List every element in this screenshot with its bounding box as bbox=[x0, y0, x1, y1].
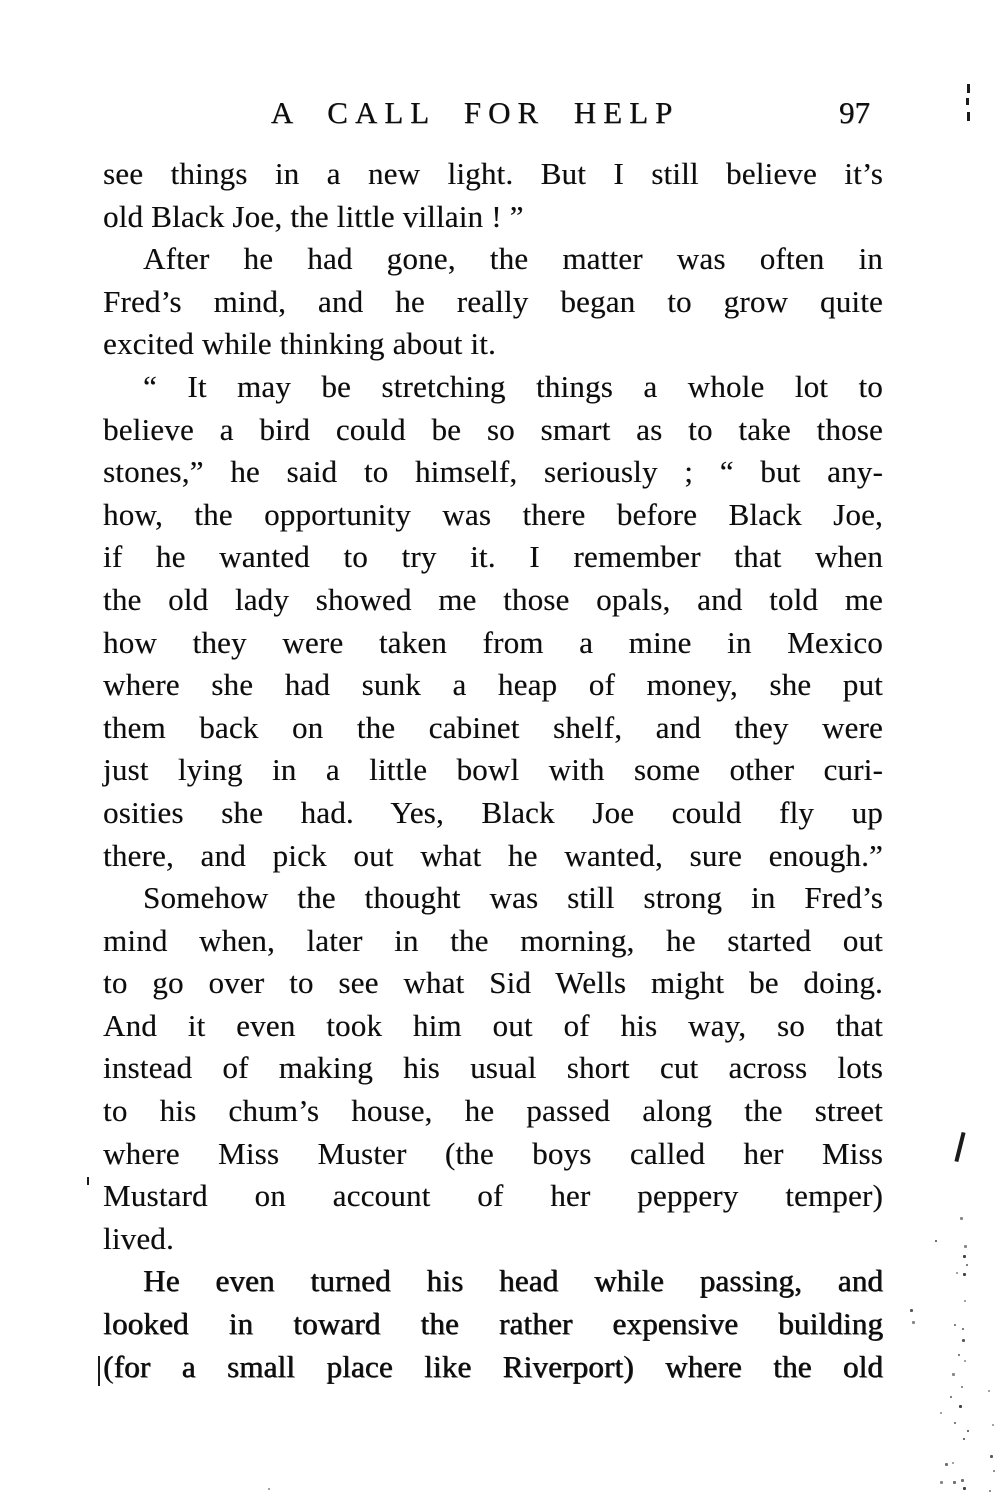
scan-speckle bbox=[956, 1272, 958, 1274]
scan-speckle bbox=[935, 1240, 937, 1242]
text-line: how, the opportunity was there before Black Joe, bbox=[103, 496, 883, 532]
scan-artifact-mark bbox=[954, 1132, 965, 1162]
text-line: see things in a new light. But I still believe it’s bbox=[103, 156, 883, 191]
scan-speckle bbox=[963, 1255, 966, 1258]
scan-speckle bbox=[950, 1396, 952, 1398]
text-line: After he had gone, the matter was often in bbox=[143, 241, 883, 277]
scan-speckle bbox=[963, 1487, 966, 1490]
scan-speckle bbox=[960, 1217, 963, 1220]
text-line: to go over to see what Sid Wells might be doing. bbox=[103, 965, 883, 1001]
text-line: “ It may be stretching things a whole lot to bbox=[143, 368, 883, 404]
scan-speckle bbox=[964, 1300, 966, 1302]
text-line: lived. bbox=[103, 1220, 174, 1256]
scan-speckle bbox=[954, 1324, 956, 1326]
text-line: Fred’s mind, and he really began to grow quite bbox=[103, 283, 883, 319]
scan-artifact-mark bbox=[98, 1356, 100, 1386]
scan-speckle bbox=[268, 1488, 270, 1490]
scan-speckle bbox=[961, 1479, 964, 1482]
text-line: believe a bird could be so smart as to take those bbox=[103, 411, 883, 447]
text-line: to his chum’s house, he passed along the street bbox=[103, 1093, 883, 1129]
scan-speckle bbox=[967, 1430, 969, 1432]
scan-speckle bbox=[910, 1309, 913, 1312]
text-line: looked in toward the rather expensive building bbox=[103, 1306, 883, 1342]
scan-speckle bbox=[940, 1481, 943, 1484]
scan-speckle bbox=[958, 1354, 960, 1356]
scan-artifact-mark bbox=[967, 112, 970, 121]
text-line: Mustard on account of her peppery temper) bbox=[103, 1178, 883, 1214]
scan-speckle bbox=[940, 1412, 942, 1414]
text-line: excited while thinking about it. bbox=[103, 326, 496, 362]
scan-speckle bbox=[992, 1424, 994, 1426]
text-line: where Miss Muster (the boys called her Miss bbox=[103, 1135, 883, 1171]
text-line: just lying in a little bowl with some other curi- bbox=[103, 752, 883, 788]
running-head bbox=[103, 95, 883, 135]
scan-speckle bbox=[953, 1481, 956, 1484]
scan-artifact-mark bbox=[966, 98, 969, 105]
text-line: Somehow the thought was still strong in Fred’s bbox=[143, 880, 883, 916]
scan-speckle bbox=[988, 1390, 990, 1392]
scan-speckle bbox=[989, 1490, 991, 1492]
body-text bbox=[103, 153, 883, 1388]
scan-speckle bbox=[966, 1264, 968, 1266]
text-line: there, and pick out what he wanted, sure enough.” bbox=[103, 837, 883, 873]
scan-speckle bbox=[964, 1245, 967, 1248]
scan-speckle bbox=[990, 1455, 993, 1458]
text-line: the old lady showed me those opals, and told me bbox=[103, 581, 883, 617]
scan-speckle bbox=[964, 1360, 966, 1362]
scan-speckle bbox=[963, 1273, 966, 1276]
scan-speckle bbox=[912, 1321, 915, 1324]
scan-speckle bbox=[993, 1470, 995, 1472]
text-line: old Black Joe, the little villain ! ” bbox=[103, 198, 524, 234]
page-number: 97 bbox=[839, 95, 870, 130]
text-line: how they were taken from a mine in Mexico bbox=[103, 624, 883, 660]
chapter-title: A CALL FOR HELP bbox=[270, 95, 680, 130]
text-line: instead of making his usual short cut across lots bbox=[103, 1050, 883, 1086]
scan-speckle bbox=[962, 1328, 964, 1330]
scan-speckle bbox=[945, 1463, 948, 1466]
text-line: And it even took him out of his way, so that bbox=[103, 1007, 883, 1043]
scan-speckle bbox=[954, 1422, 956, 1424]
scan-speckle bbox=[952, 1462, 954, 1464]
text-line: them back on the cabinet shelf, and they were bbox=[103, 709, 883, 745]
scan-artifact-mark bbox=[967, 84, 970, 93]
text-line: where she had sunk a heap of money, she put bbox=[103, 667, 883, 703]
text-line: if he wanted to try it. I remember that when bbox=[103, 539, 883, 575]
scan-speckle bbox=[961, 1386, 963, 1388]
text-line: (for a small place like Riverport) where the old bbox=[103, 1348, 883, 1384]
scan-speckle bbox=[952, 1373, 955, 1376]
text-line: mind when, later in the morning, he started out bbox=[103, 922, 883, 958]
scan-speckle bbox=[962, 1339, 965, 1342]
text-line: osities she had. Yes, Black Joe could fly up bbox=[103, 794, 883, 830]
scan-speckle bbox=[963, 1438, 965, 1440]
text-line: He even turned his head while passing, and bbox=[143, 1263, 883, 1299]
scan-speckle bbox=[959, 1405, 962, 1408]
text-line: stones,” he said to himself, seriously ; “ but any- bbox=[103, 454, 883, 490]
scan-artifact-mark bbox=[87, 1177, 89, 1185]
